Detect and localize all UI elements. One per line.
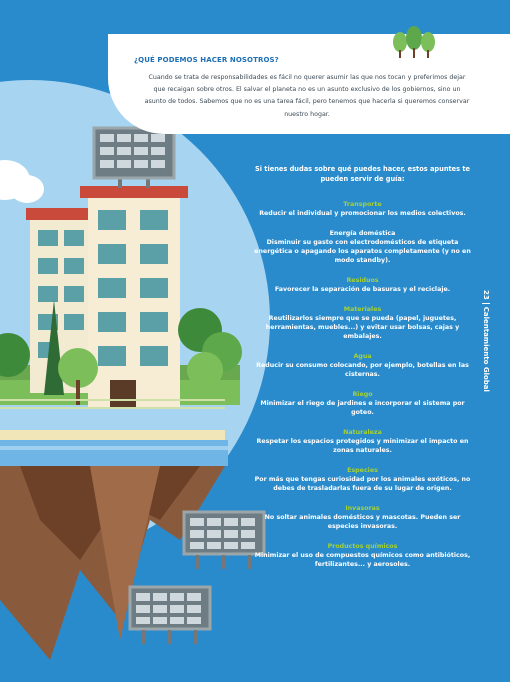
guide-intro: Si tienes dudas sobre qué puedes hacer, estos apuntes te pueden servir de guía: [255, 165, 470, 183]
section-body: No soltar animales domésticos y mascotas. Pueden ser especies invasoras. [264, 514, 461, 530]
section-body: Disminuir su gasto con electrodomésticos de etiqueta energética o apagando los aparatos completamente (y no en modo standby). [254, 239, 471, 264]
section-heading: Especies [347, 467, 378, 474]
section-quimicos [250, 542, 475, 569]
section-heading: Energía doméstica [329, 230, 396, 237]
chapter-title: Calentamiento Global [482, 306, 490, 392]
section-invasoras [250, 504, 475, 531]
section-body: Por más que tengas curiosidad por los animales exóticos, no debes de trasladarlas fuera de su lugar de origen. [254, 476, 471, 492]
section-body: Reducir su consumo colocando, por ejemplo, botellas en las cisternas. [256, 362, 469, 378]
trees-icon [390, 22, 440, 62]
divider [482, 303, 490, 304]
section-residuos [250, 276, 475, 294]
page-number: 23 [482, 290, 490, 300]
section-heading: Materiales [343, 306, 382, 313]
section-heading: Residuos [346, 277, 379, 284]
section-materiales [250, 305, 475, 341]
section-heading: Agua [353, 353, 372, 360]
section-heading: Transporte [343, 201, 382, 208]
section-naturaleza [250, 428, 475, 455]
section-heading: Naturaleza [343, 429, 382, 436]
section-body: Respetar los espacios protegidos y minimizar el impacto en zonas naturales. [256, 438, 469, 454]
section-heading: Invasoras [345, 505, 380, 512]
section-especies [250, 466, 475, 493]
section-transporte [250, 200, 475, 218]
side-label [478, 290, 490, 390]
section-body: Reducir el individual y promocionar los medios colectivos. [259, 210, 466, 217]
section-riego [250, 390, 475, 417]
intro-text: Cuando se trata de responsabilidades es fácil no querer asumir las que nos tocan y preferimos dejar que recaigan sobre otros. El salvar el planeta no es un asunto exclusivo de los gobiernos, sino un asunto de todos. Sabemos que no es una tarea fácil, pero tenemos que hacerla si queremos conservar nuestro hogar. [144, 74, 470, 118]
intro-title: ¿QUÉ PODEMOS HACER NOSOTROS? [134, 56, 279, 64]
section-body: Minimizar el riego de jardines e incorporar el sistema por goteo. [260, 400, 465, 416]
section-agua [250, 352, 475, 379]
section-body: Reutilizarlos siempre que se pueda (papel, juguetes, herramientas, muebles...) y evitar usar bolsas, cajas y embalajes. [265, 315, 460, 340]
section-energia [250, 229, 475, 265]
section-heading: Productos químicos [327, 543, 398, 550]
section-body: Favorecer la separación de basuras y el reciclaje. [274, 286, 451, 293]
guide-column [250, 164, 475, 580]
section-heading: Riego [352, 391, 373, 398]
section-body: Minimizar el uso de compuestos químicos como antibióticos, fertilizantes... y aerosoles. [254, 552, 471, 568]
